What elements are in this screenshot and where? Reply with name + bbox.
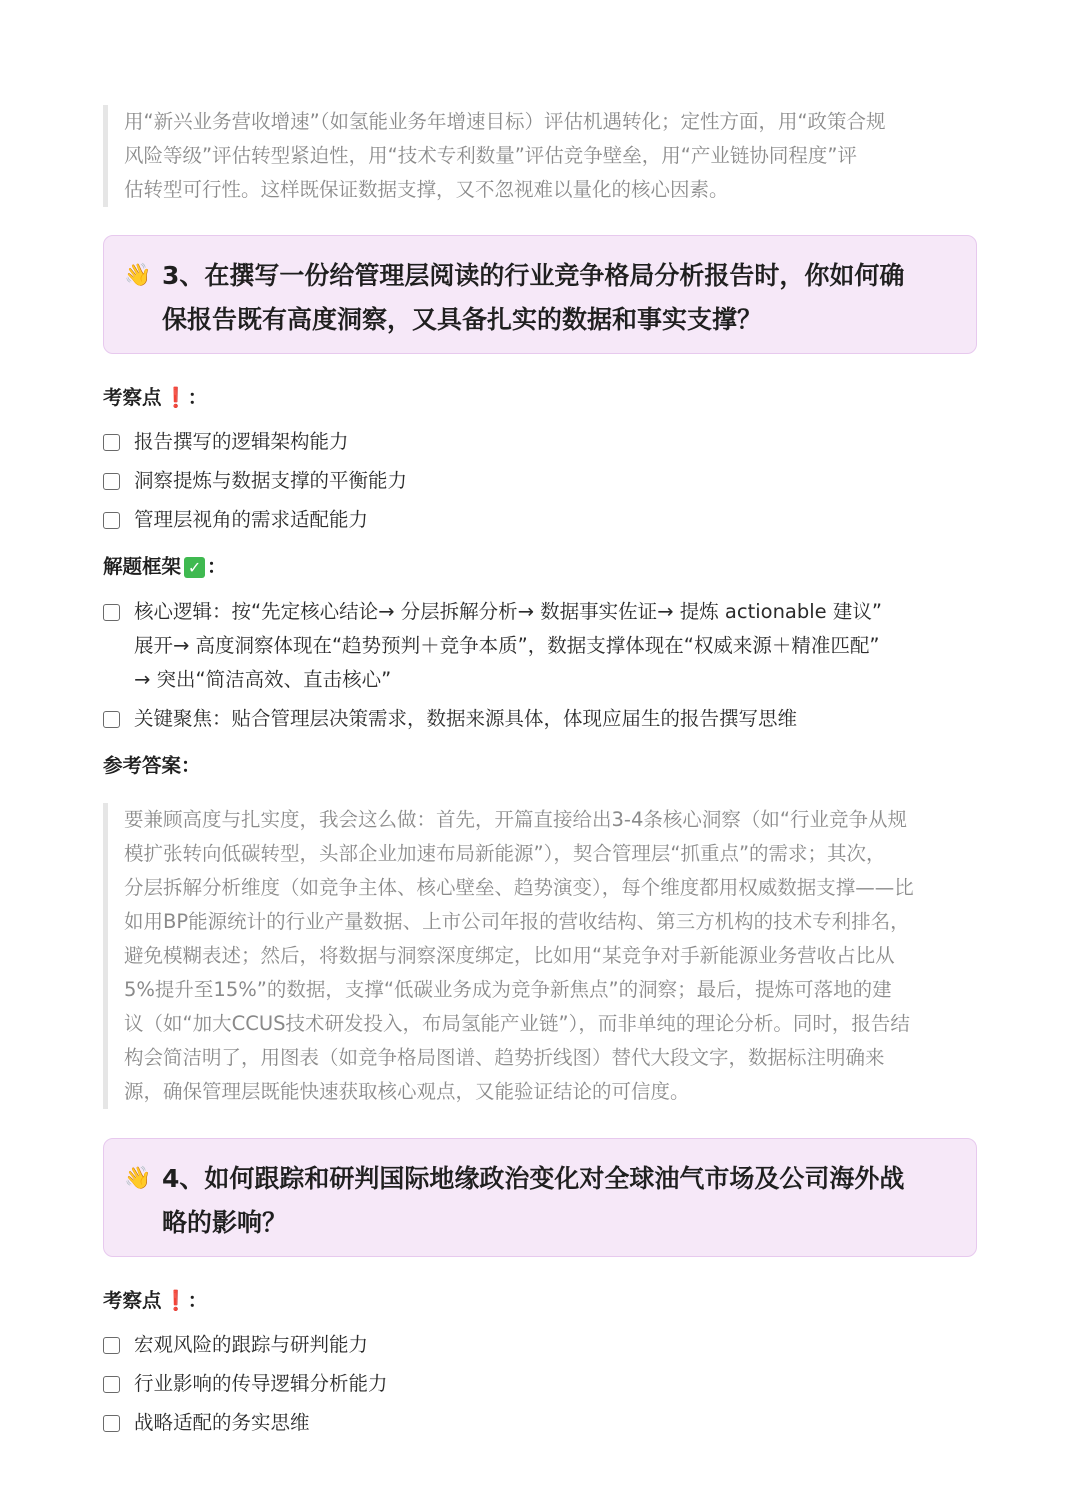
label-colon: ： <box>187 386 208 409</box>
q3-answer-block <box>103 803 998 1109</box>
exclamation-icon: ❗ <box>163 386 188 409</box>
quote-line: 用“新兴业务营收增速”（如氢能业务年增速目标）评估机遇转化；定性方面，用“政策合规 <box>124 110 886 133</box>
label-colon: ： <box>187 1289 208 1312</box>
list-item <box>103 425 977 459</box>
top-quote-block <box>103 105 998 207</box>
q4-points-label <box>103 1286 977 1316</box>
checkbox[interactable] <box>103 1415 120 1432</box>
quote-line: 估转型可行性。这样既保证数据支撑，又不忽视难以量化的核心因素。 <box>124 178 729 201</box>
question-line: 略的影响？ <box>162 1208 288 1237</box>
list-item-text <box>134 595 882 697</box>
checkbox[interactable] <box>103 604 120 621</box>
waving-hand-icon: 👋 <box>124 1166 152 1191</box>
list-item-text: 关键聚焦：贴合管理层决策需求，数据来源具体，体现应届生的报告撰写思维 <box>134 707 798 730</box>
list-item <box>103 503 977 537</box>
list-item <box>103 1328 977 1362</box>
checkbox[interactable] <box>103 711 120 728</box>
list-item-text: 宏观风险的跟踪与研判能力 <box>134 1333 369 1356</box>
waving-hand-icon: 👋 <box>124 263 152 288</box>
answer-line: 源，确保管理层既能快速获取核心观点，又能验证结论的可信度。 <box>124 1080 690 1103</box>
list-item <box>103 702 977 736</box>
list-item <box>103 1367 977 1401</box>
q3-framework-label <box>103 552 977 582</box>
q4-points-list <box>103 1328 977 1445</box>
checkbox[interactable] <box>103 1337 120 1354</box>
check-mark-icon: ✓ <box>184 557 205 578</box>
question-4-box <box>103 1138 977 1257</box>
list-item-text: 报告撰写的逻辑架构能力 <box>134 430 349 453</box>
exclamation-icon: ❗ <box>163 1289 188 1312</box>
text-line: 展开→ 高度洞察体现在“趋势预判＋竞争本质”，数据支撑体现在“权威来源＋精准匹配” <box>134 634 880 657</box>
quote-line: 风险等级”评估转型紧迫性，用“技术专利数量”评估竞争壁垒，用“产业链协同程度”评 <box>124 144 858 167</box>
q3-framework-list <box>103 595 977 741</box>
answer-line: 避免模糊表述；然后，将数据与洞察深度绑定，比如用“某竞争对手新能源业务营收占比从 <box>124 944 895 967</box>
answer-line: 分层拆解分析维度（如竞争主体、核心壁垒、趋势演变），每个维度都用权威数据支撑——比 <box>124 876 914 899</box>
answer-line: 5%提升至15%”的数据，支撑“低碳业务成为竞争新焦点”的洞察；最后，提炼可落地的建 <box>124 978 892 1001</box>
question-3-title <box>162 254 904 342</box>
points-label-text: 考察点 <box>103 386 162 409</box>
list-item <box>103 1406 977 1440</box>
list-item-text: 行业影响的传导逻辑分析能力 <box>134 1372 388 1395</box>
checkbox[interactable] <box>103 512 120 529</box>
list-item-text: 管理层视角的需求适配能力 <box>134 508 369 531</box>
answer-line: 要兼顾高度与扎实度，我会这么做：首先，开篇直接给出3-4条核心洞察（如“行业竞争从规 <box>124 808 907 831</box>
answer-line: 议（如“加大CCUS技术研发投入，布局氢能产业链”），而非单纯的理论分析。同时，报告结 <box>124 1012 910 1035</box>
checkbox[interactable] <box>103 434 120 451</box>
framework-label-text: 解题框架 <box>103 555 182 578</box>
question-4-title <box>162 1157 904 1245</box>
list-item <box>103 595 977 697</box>
label-colon: ： <box>207 555 227 578</box>
answer-line: 如用BP能源统计的行业产量数据、上市公司年报的营收结构、第三方机构的技术专利排名， <box>124 910 910 933</box>
q3-answer-label: 参考答案： <box>103 754 201 777</box>
points-label-text: 考察点 <box>103 1289 162 1312</box>
text-line: → 突出“简洁高效、直击核心” <box>134 668 392 691</box>
q3-points-list <box>103 425 977 542</box>
answer-line: 构会简洁明了，用图表（如竞争格局图谱、趋势折线图）替代大段文字，数据标注明确来 <box>124 1046 885 1069</box>
question-line: 保报告既有高度洞察，又具备扎实的数据和事实支撑？ <box>162 305 763 334</box>
checkbox[interactable] <box>103 473 120 490</box>
list-item-text: 战略适配的务实思维 <box>134 1411 310 1434</box>
question-line: 4、如何跟踪和研判国际地缘政治变化对全球油气市场及公司海外战 <box>162 1164 905 1193</box>
list-item <box>103 464 977 498</box>
question-3-box <box>103 235 977 354</box>
answer-line: 模扩张转向低碳转型，头部企业加速布局新能源”），契合管理层“抓重点”的需求；其次， <box>124 842 886 865</box>
q3-points-label <box>103 383 977 413</box>
question-line: 3、在撰写一份给管理层阅读的行业竞争格局分析报告时，你如何确 <box>162 261 905 290</box>
list-item-text: 洞察提炼与数据支撑的平衡能力 <box>134 469 408 492</box>
checkbox[interactable] <box>103 1376 120 1393</box>
text-line: 核心逻辑：按“先定核心结论→ 分层拆解分析→ 数据事实佐证→ 提炼 actionable 建议” <box>134 600 882 623</box>
